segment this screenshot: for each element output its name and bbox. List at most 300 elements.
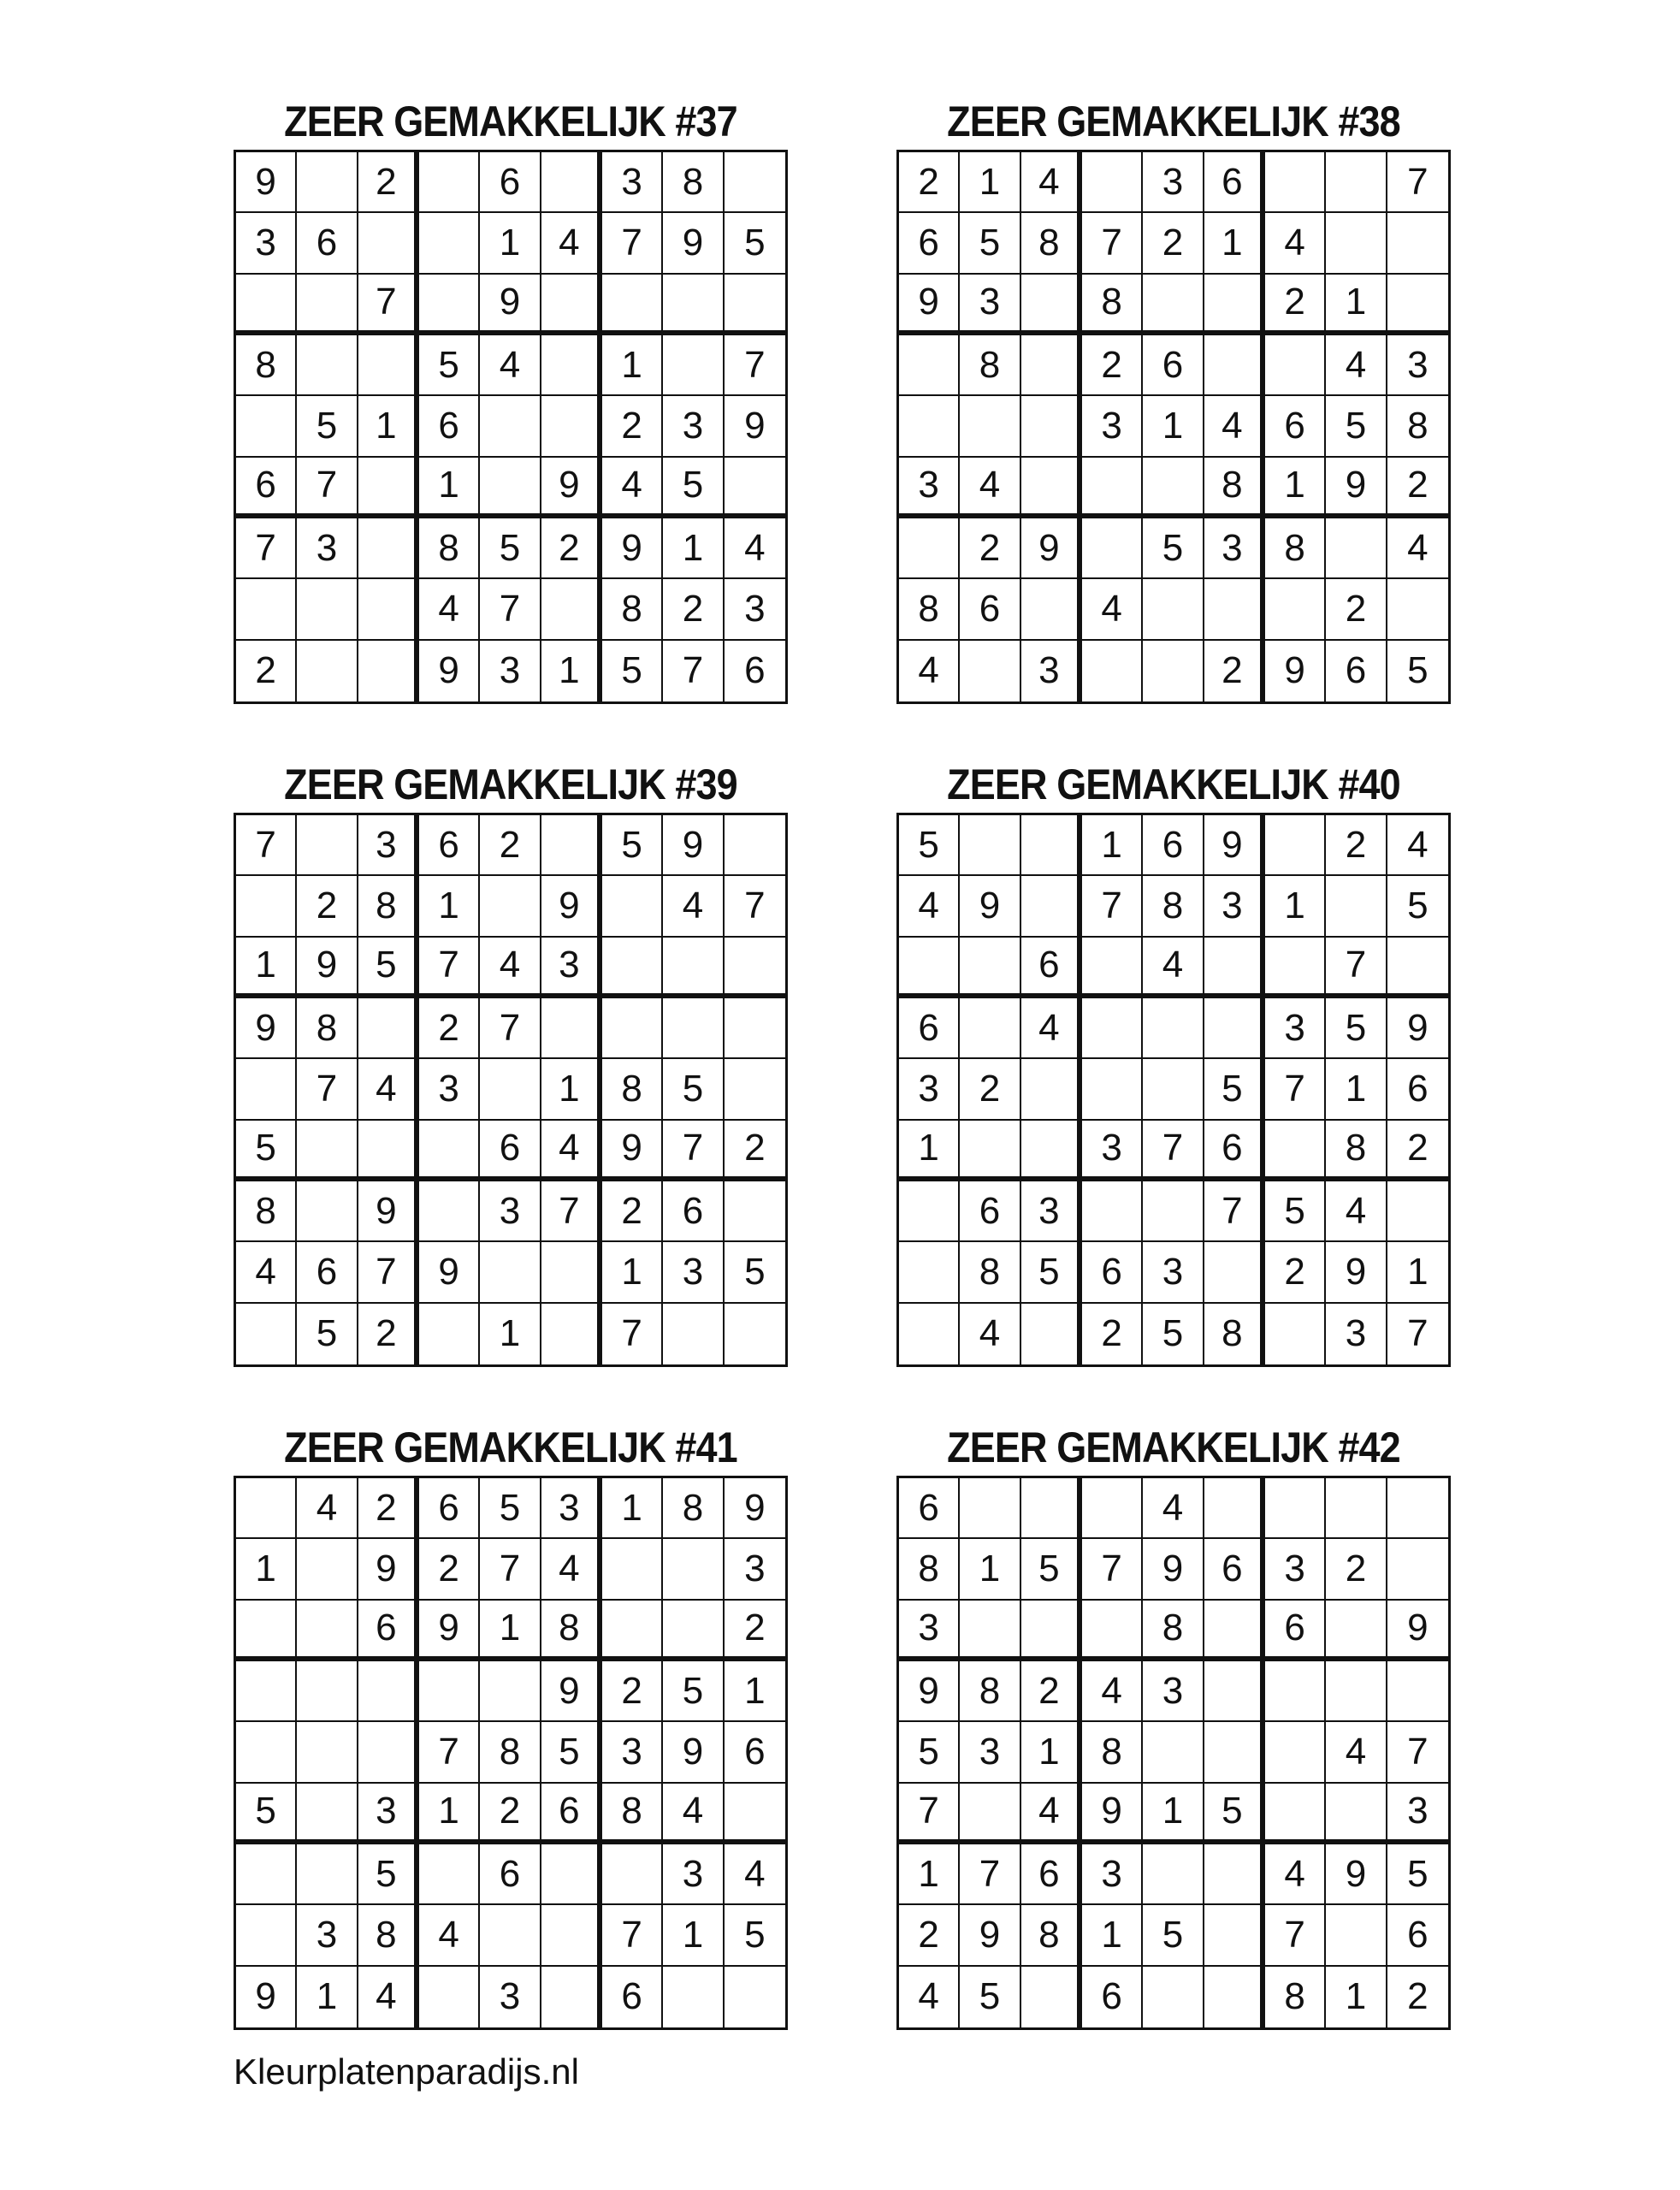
sudoku-cell: 1: [960, 152, 1020, 213]
sudoku-cell: 6: [1143, 335, 1204, 396]
sudoku-cell: [1326, 1661, 1387, 1722]
sudoku-cell: [725, 815, 785, 876]
sudoku-cell: 9: [1387, 1601, 1448, 1661]
sudoku-cell: [1326, 1601, 1387, 1661]
sudoku-cell: [725, 152, 785, 213]
site-credit: Kleurplatenparadijs.nl: [234, 2051, 579, 2092]
sudoku-cell: 6: [1204, 152, 1265, 213]
sudoku-cell: [1387, 1181, 1448, 1242]
sudoku-cell: [1143, 1844, 1204, 1905]
sudoku-cell: [663, 1539, 724, 1600]
sudoku-cell: 7: [1387, 1722, 1448, 1783]
sudoku-cell: [1021, 1967, 1082, 2027]
sudoku-cell: 8: [1265, 1967, 1326, 2027]
sudoku-cell: 7: [1082, 1539, 1143, 1600]
sudoku-cell: 7: [602, 213, 663, 274]
sudoku-cell: [297, 1181, 358, 1242]
sudoku-cell: [358, 335, 419, 396]
sudoku-cell: 9: [899, 1661, 960, 1722]
sudoku-cell: [358, 1722, 419, 1783]
sudoku-cell: [1204, 998, 1265, 1059]
sudoku-cell: 2: [1407, 1975, 1429, 2018]
sudoku-cell: [960, 1121, 1020, 1181]
sudoku-cell: 1: [480, 213, 541, 274]
sudoku-cell: 3: [960, 1722, 1020, 1783]
sudoku-cell: [358, 641, 419, 701]
sudoku-cell: 5: [297, 1304, 358, 1364]
sudoku-cell: 6: [1387, 1905, 1448, 1966]
sudoku-cell: 1: [236, 1539, 297, 1600]
sudoku-cell: 7: [236, 815, 297, 876]
sudoku-cell: 5: [725, 1905, 785, 1966]
sudoku-grid: [234, 1476, 788, 2030]
sudoku-cell: 9: [602, 1121, 663, 1181]
sudoku-cell: [1387, 1661, 1448, 1722]
sudoku-cell: [899, 1304, 960, 1364]
sudoku-cell: [297, 275, 358, 335]
sudoku-cell: [297, 1722, 358, 1783]
sudoku-cell: [541, 335, 602, 396]
sudoku-cell: 6: [1326, 641, 1387, 701]
sudoku-cell: [1021, 1059, 1082, 1120]
sudoku-cell: [725, 275, 785, 335]
sudoku-cell: 8: [236, 335, 297, 396]
sudoku-cell: 7: [419, 938, 480, 998]
sudoku-cell: 1: [297, 1967, 358, 2027]
sudoku-cell: [1326, 1905, 1387, 1966]
sudoku-cell: 6: [1082, 1242, 1143, 1303]
sudoku-cell: 8: [1082, 275, 1143, 335]
sudoku-cell: [358, 518, 419, 579]
sudoku-cell: 8: [960, 1661, 1020, 1722]
sudoku-cell: [236, 876, 297, 937]
sudoku-cell: 1: [1326, 1967, 1387, 2027]
sudoku-cell: 1: [899, 1121, 960, 1181]
sudoku-cell: 5: [1143, 518, 1204, 579]
sudoku-cell: [358, 998, 419, 1059]
sudoku-cell: 6: [1204, 1539, 1265, 1600]
sudoku-cell: [960, 1478, 1020, 1539]
sudoku-grid: [234, 813, 788, 1367]
sudoku-cell: 4: [480, 335, 541, 396]
sudoku-cell: [480, 876, 541, 937]
sudoku-cell: [419, 1844, 480, 1905]
sudoku-cell: 4: [541, 1539, 602, 1600]
sudoku-cell: [1265, 815, 1326, 876]
sudoku-cell: 1: [541, 641, 602, 701]
sudoku-cell: 1: [1326, 1059, 1387, 1120]
sudoku-grid: [234, 150, 788, 704]
sudoku-cell: [1143, 275, 1204, 335]
sudoku-cell: [541, 1242, 602, 1303]
sudoku-cell: 6: [744, 649, 766, 692]
sudoku-cell: 4: [1021, 998, 1082, 1059]
sudoku-cell: [480, 1059, 541, 1120]
sudoku-cell: 9: [541, 458, 602, 518]
sudoku-cell: 6: [419, 396, 480, 457]
sudoku-cell: 4: [1326, 1181, 1387, 1242]
sudoku-cell: [236, 1304, 297, 1364]
sudoku-cell: 6: [236, 458, 297, 518]
sudoku-cell: [358, 458, 419, 518]
sudoku-cell: 2: [480, 815, 541, 876]
sudoku-cell: [602, 938, 663, 998]
sudoku-cell: 7: [1265, 1905, 1326, 1966]
sudoku-cell: 3: [1265, 1539, 1326, 1600]
sudoku-cell: [960, 641, 1020, 701]
sudoku-cell: 6: [960, 1181, 1020, 1242]
sudoku-cell: 2: [1082, 1304, 1143, 1364]
sudoku-cell: 8: [1082, 1722, 1143, 1783]
sudoku-cell: 1: [1143, 1784, 1204, 1844]
sudoku-cell: [541, 152, 602, 213]
sudoku-cell: [1143, 579, 1204, 640]
sudoku-cell: [1265, 1661, 1326, 1722]
sudoku-cell: [1021, 815, 1082, 876]
sudoku-cell: [1204, 938, 1265, 998]
sudoku-cell: 4: [358, 1967, 419, 2027]
sudoku-cell: [419, 213, 480, 274]
sudoku-cell: [663, 275, 724, 335]
sudoku-cell: 2: [899, 1905, 960, 1966]
sudoku-cell: [725, 1784, 785, 1844]
sudoku-cell: 2: [419, 998, 480, 1059]
sudoku-cell: 7: [1407, 1312, 1429, 1355]
sudoku-cell: [602, 998, 663, 1059]
sudoku-cell: 7: [1387, 152, 1448, 213]
sudoku-cell: 8: [960, 335, 1020, 396]
sudoku-cell: 2: [602, 396, 663, 457]
sudoku-cell: 7: [297, 1059, 358, 1120]
sudoku-cell: 3: [541, 1478, 602, 1539]
sudoku-cell: 8: [358, 1905, 419, 1966]
sudoku-cell: 3: [1021, 1181, 1082, 1242]
sudoku-cell: [602, 1601, 663, 1661]
sudoku-cell: 3: [899, 458, 960, 518]
sudoku-cell: [1143, 1967, 1204, 2027]
sudoku-cell: 2: [480, 1784, 541, 1844]
sudoku-cell: 2: [236, 641, 297, 701]
sudoku-cell: [419, 1967, 480, 2027]
sudoku-cell: 2: [899, 152, 960, 213]
sudoku-cell: 9: [541, 876, 602, 937]
sudoku-cell: [1082, 458, 1143, 518]
sudoku-cell: [602, 1539, 663, 1600]
sudoku-grid: [896, 813, 1451, 1367]
sudoku-cell: 1: [419, 876, 480, 937]
sudoku-cell: 9: [725, 1478, 785, 1539]
sudoku-cell: 6: [1204, 1121, 1265, 1181]
sudoku-cell: [1204, 1844, 1265, 1905]
sudoku-cell: [297, 1121, 358, 1181]
sudoku-cell: [1265, 1304, 1326, 1364]
sudoku-cell: [725, 1181, 785, 1242]
sudoku-cell: 5: [1326, 998, 1387, 1059]
sudoku-cell: [1265, 1784, 1326, 1844]
sudoku-cell: 1: [899, 1844, 960, 1905]
sudoku-cell: 3: [541, 938, 602, 998]
sudoku-cell: [1265, 579, 1326, 640]
sudoku-cell: [1265, 1121, 1326, 1181]
sudoku-cell: [1326, 876, 1387, 937]
sudoku-cell: 5: [663, 458, 724, 518]
sudoku-cell: [541, 275, 602, 335]
sudoku-cell: 2: [1204, 641, 1265, 701]
sudoku-cell: [358, 213, 419, 274]
sudoku-cell: [1021, 1601, 1082, 1661]
sudoku-cell: 6: [480, 1844, 541, 1905]
sudoku-cell: 7: [1082, 213, 1143, 274]
sudoku-cell: 3: [297, 518, 358, 579]
sudoku-cell: [1082, 938, 1143, 998]
sudoku-cell: 3: [297, 1905, 358, 1966]
sudoku-cell: 3: [663, 1242, 724, 1303]
sudoku-cell: 9: [663, 213, 724, 274]
sudoku-cell: 5: [725, 1242, 785, 1303]
sudoku-cell: 5: [236, 1121, 297, 1181]
sudoku-cell: [663, 1601, 724, 1661]
sudoku-cell: [1326, 1478, 1387, 1539]
sudoku-cell: 3: [602, 152, 663, 213]
sudoku-cell: [419, 1304, 480, 1364]
sudoku-cell: 1: [358, 396, 419, 457]
sudoku-cell: [602, 275, 663, 335]
sudoku-cell: 3: [1387, 335, 1448, 396]
sudoku-cell: 2: [1265, 275, 1326, 335]
sudoku-cell: [725, 1967, 785, 2027]
sudoku-cell: [419, 275, 480, 335]
sudoku-cell: 8: [1021, 1905, 1082, 1966]
sudoku-cell: 9: [960, 1905, 1020, 1966]
sudoku-cell: 4: [899, 876, 960, 937]
sudoku-cell: 5: [1204, 1059, 1265, 1120]
sudoku-cell: 6: [1082, 1967, 1143, 2027]
sudoku-cell: 1: [602, 335, 663, 396]
sudoku-cell: 6: [358, 1601, 419, 1661]
sudoku-cell: 5: [1204, 1784, 1265, 1844]
sudoku-cell: 9: [358, 1539, 419, 1600]
sudoku-cell: [1204, 275, 1265, 335]
sudoku-cell: 5: [602, 815, 663, 876]
sudoku-cell: 8: [541, 1601, 602, 1661]
sudoku-cell: 9: [1387, 998, 1448, 1059]
sudoku-cell: [725, 1059, 785, 1120]
sudoku-cell: 6: [899, 213, 960, 274]
sudoku-cell: 9: [1326, 458, 1387, 518]
sudoku-cell: 5: [358, 1844, 419, 1905]
sudoku-cell: 9: [419, 641, 480, 701]
sudoku-cell: 7: [358, 1242, 419, 1303]
sudoku-cell: 2: [960, 1059, 1020, 1120]
sudoku-cell: 9: [419, 1601, 480, 1661]
sudoku-cell: 1: [602, 1242, 663, 1303]
sudoku-cell: [1143, 1722, 1204, 1783]
sudoku-cell: [663, 938, 724, 998]
sudoku-cell: 1: [1265, 458, 1326, 518]
sudoku-cell: 3: [1204, 876, 1265, 937]
puzzle-title: ZEER GEMAKKELIJK #38: [947, 98, 1400, 145]
sudoku-cell: [1326, 152, 1387, 213]
sudoku-cell: [1143, 1059, 1204, 1120]
sudoku-cell: 9: [1082, 1784, 1143, 1844]
sudoku-cell: 1: [663, 518, 724, 579]
sudoku-cell: [1265, 1722, 1326, 1783]
sudoku-cell: [236, 396, 297, 457]
sudoku-cell: 4: [1265, 213, 1326, 274]
sudoku-cell: 5: [1407, 649, 1429, 692]
sudoku-cell: 6: [541, 1784, 602, 1844]
sudoku-cell: [358, 579, 419, 640]
sudoku-cell: 7: [1082, 876, 1143, 937]
sudoku-cell: 3: [1021, 641, 1082, 701]
sudoku-cell: [1326, 213, 1387, 274]
sudoku-cell: 3: [1082, 396, 1143, 457]
sudoku-cell: 9: [419, 1242, 480, 1303]
sudoku-cell: [663, 335, 724, 396]
sudoku-cell: 4: [1082, 579, 1143, 640]
sudoku-cell: 6: [1021, 938, 1082, 998]
sudoku-cell: 1: [1265, 876, 1326, 937]
sudoku-cell: 2: [1326, 815, 1387, 876]
sudoku-cell: 2: [725, 1601, 785, 1661]
sudoku-cell: [1021, 275, 1082, 335]
sudoku-cell: 6: [1387, 1059, 1448, 1120]
sudoku-cell: [1021, 335, 1082, 396]
sudoku-grid: [896, 150, 1451, 704]
sudoku-cell: 7: [480, 579, 541, 640]
sudoku-cell: 3: [480, 1967, 541, 2027]
sudoku-cell: 7: [602, 1905, 663, 1966]
sudoku-cell: [236, 1059, 297, 1120]
sudoku-cell: [663, 1967, 724, 2027]
sudoku-cell: 3: [1326, 1304, 1387, 1364]
sudoku-grid: [896, 1476, 1451, 2030]
sudoku-cell: [1143, 458, 1204, 518]
sudoku-cell: 5: [1021, 1539, 1082, 1600]
sudoku-cell: 5: [1326, 396, 1387, 457]
sudoku-cell: [541, 396, 602, 457]
sudoku-cell: 4: [541, 213, 602, 274]
sudoku-cell: [1082, 518, 1143, 579]
sudoku-cell: 1: [236, 938, 297, 998]
sudoku-cell: [1082, 1181, 1143, 1242]
sudoku-cell: 2: [602, 1181, 663, 1242]
sudoku-cell: [725, 938, 785, 998]
sudoku-cell: 9: [297, 938, 358, 998]
sudoku-cell: [1021, 579, 1082, 640]
sudoku-cell: 4: [236, 1242, 297, 1303]
sudoku-cell: [480, 396, 541, 457]
sudoku-cell: 4: [960, 1304, 1020, 1364]
sudoku-cell: [960, 815, 1020, 876]
sudoku-cell: 8: [1387, 396, 1448, 457]
sudoku-cell: 2: [358, 1478, 419, 1539]
sudoku-cell: 8: [1204, 1304, 1265, 1364]
sudoku-cell: 8: [480, 1722, 541, 1783]
sudoku-cell: [1143, 998, 1204, 1059]
sudoku-cell: 8: [1326, 1121, 1387, 1181]
sudoku-cell: [358, 1661, 419, 1722]
sudoku-cell: 7: [725, 335, 785, 396]
sudoku-cell: 3: [1082, 1844, 1143, 1905]
sudoku-cell: [899, 1181, 960, 1242]
sudoku-cell: 7: [663, 1121, 724, 1181]
sudoku-cell: 6: [960, 579, 1020, 640]
sudoku-cell: 5: [960, 213, 1020, 274]
sudoku-cell: 8: [960, 1242, 1020, 1303]
sudoku-cell: [236, 1844, 297, 1905]
sudoku-cell: [1387, 1539, 1448, 1600]
sudoku-cell: 1: [1082, 1905, 1143, 1966]
sudoku-cell: [297, 579, 358, 640]
sudoku-cell: [1204, 335, 1265, 396]
sudoku-cell: 6: [480, 152, 541, 213]
sudoku-cell: [1265, 152, 1326, 213]
sudoku-cell: 7: [480, 1539, 541, 1600]
sudoku-cell: 3: [236, 213, 297, 274]
puzzle-title: ZEER GEMAKKELIJK #42: [947, 1424, 1400, 1471]
sudoku-cell: [480, 458, 541, 518]
sudoku-cell: [960, 1601, 1020, 1661]
sudoku-cell: 8: [1265, 518, 1326, 579]
sudoku-cell: 5: [899, 815, 960, 876]
sudoku-cell: 2: [419, 1539, 480, 1600]
sudoku-cell: 4: [1204, 396, 1265, 457]
puzzle-title: ZEER GEMAKKELIJK #39: [284, 761, 737, 808]
sudoku-cell: 3: [1387, 1784, 1448, 1844]
sudoku-cell: 7: [602, 1304, 663, 1364]
sudoku-cell: 5: [1265, 1181, 1326, 1242]
sudoku-cell: 3: [419, 1059, 480, 1120]
sudoku-cell: [1326, 518, 1387, 579]
sudoku-cell: 4: [1143, 1478, 1204, 1539]
sudoku-cell: 8: [419, 518, 480, 579]
sudoku-cell: 3: [725, 1539, 785, 1600]
sudoku-cell: 6: [725, 1722, 785, 1783]
sudoku-cell: 2: [541, 518, 602, 579]
sudoku-cell: 7: [1326, 938, 1387, 998]
sudoku-cell: [541, 1304, 602, 1364]
sudoku-cell: 6: [602, 1967, 663, 2027]
sudoku-cell: [480, 1905, 541, 1966]
sudoku-cell: [663, 998, 724, 1059]
puzzle-title: ZEER GEMAKKELIJK #37: [284, 98, 737, 145]
sudoku-cell: 9: [1021, 518, 1082, 579]
sudoku-cell: 7: [1265, 1059, 1326, 1120]
sudoku-cell: 4: [1021, 1784, 1082, 1844]
sudoku-cell: 7: [960, 1844, 1020, 1905]
sudoku-cell: [1204, 1242, 1265, 1303]
sudoku-cell: [297, 152, 358, 213]
sudoku-cell: 8: [899, 1539, 960, 1600]
sudoku-cell: 9: [480, 275, 541, 335]
sudoku-cell: 6: [480, 1121, 541, 1181]
sudoku-cell: 8: [236, 1181, 297, 1242]
sudoku-cell: [236, 1601, 297, 1661]
sudoku-cell: 5: [480, 518, 541, 579]
sudoku-cell: [1387, 938, 1448, 998]
sudoku-cell: 4: [1143, 938, 1204, 998]
sudoku-cell: [960, 396, 1020, 457]
sudoku-cell: 3: [480, 1181, 541, 1242]
sudoku-cell: [297, 1539, 358, 1600]
sudoku-cell: [1204, 1661, 1265, 1722]
sudoku-cell: 6: [899, 1478, 960, 1539]
sudoku-cell: 4: [358, 1059, 419, 1120]
sudoku-cell: 2: [1326, 1539, 1387, 1600]
sudoku-cell: 2: [1326, 579, 1387, 640]
sudoku-cell: 4: [1265, 1844, 1326, 1905]
